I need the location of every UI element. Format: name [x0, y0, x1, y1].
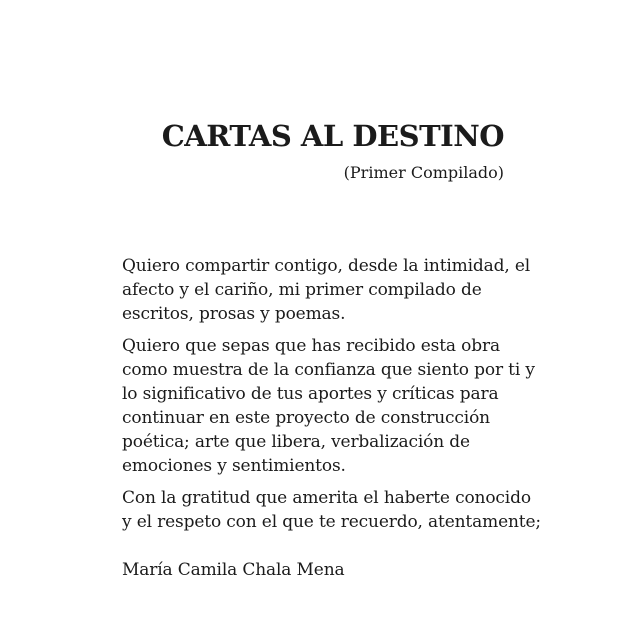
page-subtitle: (Primer Compilado): [343, 163, 504, 182]
signature-line: María Camila Chala Mena: [122, 560, 345, 580]
text-line: Quiero compartir contigo, desde la intimidad, el: [122, 256, 531, 276]
body-paragraph-3: [122, 486, 562, 534]
text-line: emociones y sentimientos.: [122, 456, 346, 476]
body-paragraph-2: [122, 334, 562, 478]
text-line: continuar en este proyecto de construcción: [122, 408, 490, 428]
text-line: Con la gratitud que amerita el haberte conocido: [122, 488, 531, 508]
page-title: CARTAS AL DESTINO: [161, 119, 504, 153]
body-paragraph-1: [122, 254, 562, 326]
text-line: Quiero que sepas que has recibido esta obra: [122, 336, 500, 356]
text-line: afecto y el cariño, mi primer compilado de: [122, 280, 482, 300]
text-line: lo significativo de tus aportes y críticas para: [122, 384, 499, 404]
text-line: escritos, prosas y poemas.: [122, 304, 346, 324]
text-line: poética; arte que libera, verbalización de: [122, 432, 470, 452]
body-text: [122, 254, 562, 582]
text-line: como muestra de la confianza que siento por ti y: [122, 360, 535, 380]
text-line: y el respeto con el que te recuerdo, atentamente;: [122, 512, 541, 532]
title-block: [162, 118, 504, 184]
